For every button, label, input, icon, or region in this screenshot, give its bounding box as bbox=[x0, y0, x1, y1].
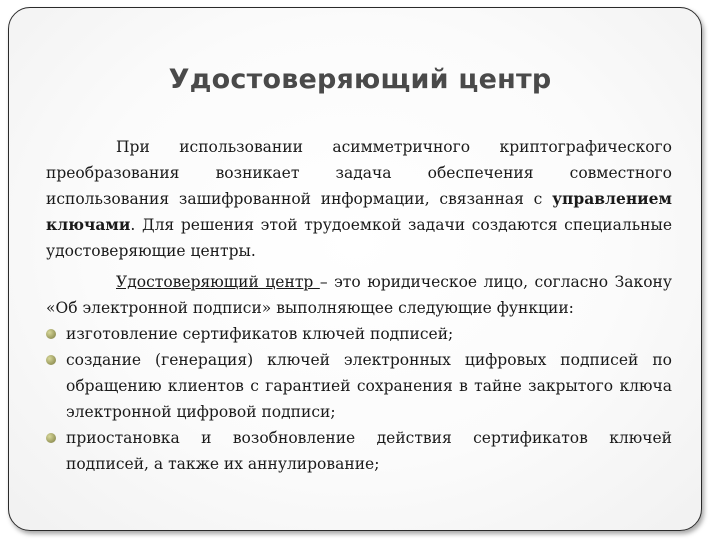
functions-list bbox=[46, 321, 672, 477]
list-item bbox=[46, 347, 672, 425]
intro-text-end: . Для решения этой трудоемкой задачи создаются специальные удостоверяющие центры. bbox=[46, 216, 672, 260]
defined-term: Удостоверяющий центр bbox=[116, 273, 320, 291]
intro-paragraph bbox=[46, 134, 672, 264]
list-item-text: создание (генерация) ключей электронных цифровых подписей по обращению клиентов с гарантией сохранения в тайне закрытого ключа электронной цифровой подписи; bbox=[66, 351, 672, 421]
intro-text-start: При использовании асимметричного криптографического преобразования возникает задача обеспечения совместного использования зашифрованной информации, связанная с bbox=[46, 138, 672, 208]
key-management-term: управлением ключами bbox=[46, 189, 672, 234]
slide-content bbox=[46, 134, 672, 477]
list-item-text: изготовление сертификатов ключей подписей; bbox=[66, 325, 454, 343]
definition-paragraph bbox=[46, 269, 672, 321]
list-item bbox=[46, 321, 672, 347]
bullet-icon bbox=[46, 355, 56, 365]
slide-title: Удостоверяющий центр bbox=[168, 64, 552, 95]
definition-text: – это юридическое лицо, согласно Закону «Об электронной подписи» выполняющее следующие функции: bbox=[46, 273, 672, 317]
list-item-text: приостановка и возобновление действия сертификатов ключей подписей, а также их аннулирование; bbox=[66, 429, 672, 473]
list-item bbox=[46, 425, 672, 477]
bullet-icon bbox=[46, 329, 56, 339]
bullet-icon bbox=[46, 433, 56, 443]
